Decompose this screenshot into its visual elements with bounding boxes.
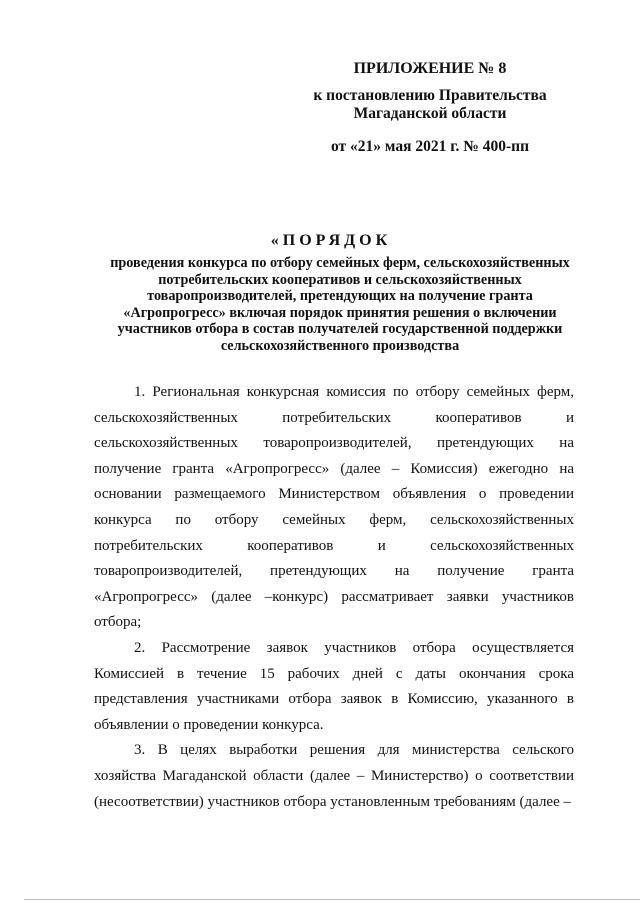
- appendix-reference: [300, 87, 560, 123]
- order-title: «ПОРЯДОК: [270, 232, 392, 249]
- paragraph-1: 1. Региональная конкурсная комиссия по отбору семейных ферм, сельскохозяйственных потребительских кооперативов и сельскохозяйственных товаропроизводителей, претендующих на получение гранта «Агропрогресс» (далее – Комиссия) ежегодно на основании размещаемого Министерством объявления о проведении конкурса по отбору семейных ферм, сельскохозяйственных потребительских кооперативов и сельскохозяйственных товаропроизводителей, претендующих на получение гранта «Агропрогресс» (далее –конкурс) рассматривает заявки участников отбора;: [94, 384, 574, 631]
- body-text: [94, 380, 574, 815]
- paragraph-3: 3. В целях выработки решения для министерства сельского хозяйства Магаданской области (далее – Министерство) о соответствии (несоответствии) участников отбора установленным требованиям (далее –: [94, 742, 574, 810]
- reference-line-2: Магаданской области: [353, 105, 507, 122]
- order-subtitle: проведения конкурса по отбору семейных ферм, сельскохозяйственных потребительских кооперативов и сельскохозяйственных товаропроизводителей, претендующих на получение гранта «Агропрогресс» включая порядок принятия решения о включении участников отбора в состав получателей государственной поддержки сельскохозяйственного производства: [110, 255, 570, 354]
- reference-line-1: к постановлению Правительства: [313, 87, 547, 104]
- paragraph-2: 2. Рассмотрение заявок участников отбора осуществляется Комиссией в течение 15 рабочих дней с даты окончания срока представления участниками отбора заявок в Комиссию, указанного в объявлении о проведении конкурса.: [94, 639, 574, 733]
- resolution-date: от «21» мая 2021 г. № 400-пп: [330, 138, 529, 155]
- appendix-title: ПРИЛОЖЕНИЕ № 8: [353, 60, 507, 77]
- page-bottom-edge: [24, 899, 640, 900]
